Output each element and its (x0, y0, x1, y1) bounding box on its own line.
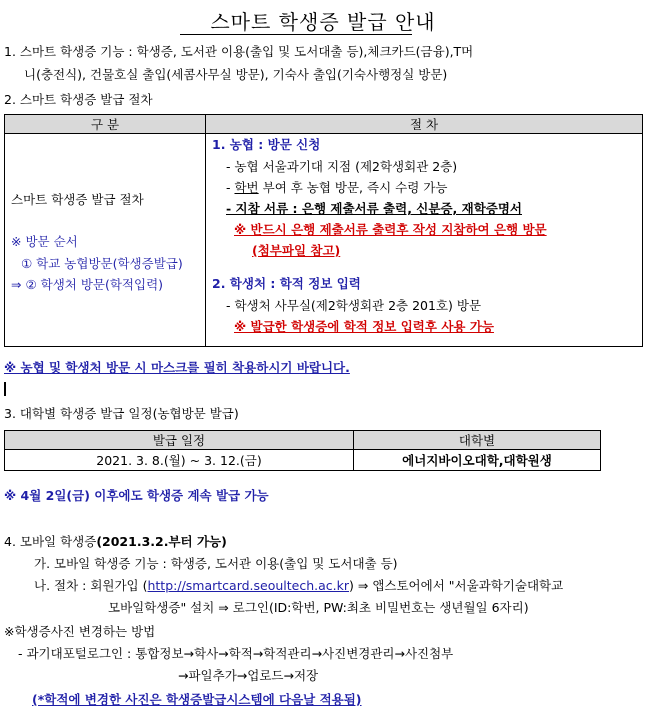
section1-line2: 니(충전식), 건물호실 출입(세콤사무실 방문), 기숙사 출입(기숙사행정실 방문) (24, 67, 448, 82)
visit-order-title: ※ 방문 순서 (11, 234, 78, 249)
section2-heading: 2. 스마트 학생증 발급 절차 (4, 92, 153, 107)
schedule-note: ※ 4월 2일(금) 이후에도 학생증 계속 발급 가능 (4, 488, 269, 503)
mobile-function: 가. 모바일 학생증 기능 : 학생증, 도서관 이용(출입 및 도서대출 등) (34, 556, 398, 571)
step1-issue: - 학번 부여 후 농협 방문, 즉시 수령 가능 (226, 180, 448, 195)
step1-heading: 1. 농협 : 방문 신청 (212, 137, 321, 152)
step1-location: - 농협 서울과기대 지점 (제2학생회관 2층) (226, 159, 458, 174)
visit-step-1: ① 학교 농협방문(학생증발급) (21, 256, 183, 271)
mobile-procedure: 나. 절차 : 회원가입 (http://smartcard.seoultech.ac.kr) ⇒ 앱스토어에서 "서울과학기술대학교 (34, 578, 564, 593)
title-underline (180, 34, 412, 35)
step1-documents: - 지참 서류 : 은행 제출서류 출력, 신분증, 재학증명서 (226, 201, 522, 216)
procedure-table (4, 114, 643, 347)
schedule-table (4, 430, 601, 471)
attachment-reference: (첨부파일 참고) (252, 243, 341, 258)
col-header-schedule: 발급 일정 (5, 431, 354, 450)
page-title: 스마트 학생증 발급 안내 (210, 10, 436, 34)
procedure-cell (206, 134, 643, 347)
section1-line1: 1. 스마트 학생증 기능 : 학생증, 도서관 이용(출입 및 도서대출 등),체크카드(금융),T머 (4, 44, 474, 59)
visit-step-2: ⇒ ② 학생처 방문(학적입력) (11, 277, 164, 292)
student-id-term: 학번 (234, 180, 259, 195)
step2-location: - 학생처 사무실(제2학생회관 2층 201호) 방문 (226, 298, 482, 313)
section3-heading: 3. 대학별 학생증 발급 일정(농협방문 발급) (4, 406, 239, 421)
step2-warning: ※ 발급한 학생증에 학적 정보 입력후 사용 가능 (234, 319, 494, 334)
section4-heading: 4. 모바일 학생증(2021.3.2.부터 가능) (4, 534, 227, 549)
mask-notice: ※ 농협 및 학생처 방문 시 마스크를 필히 착용하시기 바랍니다. (4, 360, 350, 375)
schedule-college: 에너지바이오대학,대학원생 (354, 450, 601, 471)
photo-change-path: - 과기대포털로그인 : 통합정보→학사→학적→학적관리→사진변경관리→사진첨부 (18, 646, 454, 661)
photo-change-heading: ※학생증사진 변경하는 방법 (4, 624, 156, 639)
category-label: 스마트 학생증 발급 절차 (11, 192, 144, 207)
photo-change-note: (*학적에 변경한 사진은 학생증발급시스템에 다음날 적용됨) (32, 692, 362, 707)
col-header-college: 대학별 (354, 431, 601, 450)
category-cell (5, 134, 206, 347)
text-cursor (4, 382, 6, 396)
mobile-procedure-cont: 모바일학생증" 설치 ⇒ 로그인(ID:학번, PW:최초 비밀번호는 생년월일 6자리) (108, 600, 529, 615)
step2-heading: 2. 학생처 : 학적 정보 입력 (212, 276, 361, 291)
schedule-date: 2021. 3. 8.(월) ~ 3. 12.(금) (5, 450, 354, 471)
step1-warning: ※ 반드시 은행 제출서류 출력후 작성 지참하여 은행 방문 (234, 222, 547, 237)
col-header-category: 구 분 (5, 115, 206, 134)
photo-change-path-cont: →파일추가→업로드→저장 (178, 668, 319, 683)
col-header-procedure: 절 차 (206, 115, 643, 134)
smartcard-link[interactable]: http://smartcard.seoultech.ac.kr (147, 578, 350, 593)
